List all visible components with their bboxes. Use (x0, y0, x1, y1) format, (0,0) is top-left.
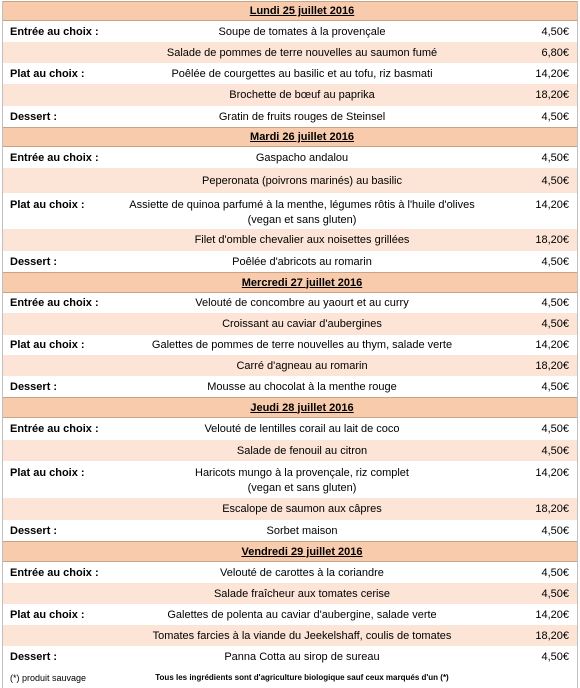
day-title-cell (104, 402, 500, 414)
day-header-row (3, 397, 577, 418)
dish-price: 18,20€ (535, 503, 569, 515)
course-label: Dessert : (10, 110, 58, 123)
dish-price: 4,50€ (541, 318, 569, 330)
menu-row (3, 42, 577, 63)
dish-cell (104, 198, 500, 228)
dish-price: 4,50€ (541, 566, 569, 579)
menu-row (3, 21, 577, 42)
dish-price: 18,20€ (535, 629, 569, 642)
menu-row (3, 418, 577, 440)
dish-name: Velouté de concombre au yaourt et au curry (195, 297, 409, 309)
day-title-cell (104, 131, 500, 143)
dish-name: Brochette de bœuf au paprika (229, 89, 375, 101)
dish-cell (104, 466, 500, 496)
dish-name: Peperonata (poivrons marinés) au basilic (202, 174, 402, 187)
dish-price: 4,50€ (541, 444, 569, 457)
dish-price: 4,50€ (541, 110, 569, 123)
dish-name: Galettes de polenta au caviar d'aubergine, salade verte (167, 608, 437, 621)
menu-row (3, 562, 577, 583)
menu-row (3, 376, 577, 397)
dish-price: 4,50€ (541, 25, 569, 38)
dish-price: 18,20€ (535, 234, 569, 246)
menu-row (3, 625, 577, 646)
menu-row (3, 147, 577, 168)
course-label: Dessert : (10, 255, 58, 268)
dish-name: Tomates farcies à la viande du Jeekelshaff, coulis de tomates (152, 629, 452, 642)
dish-price: 14,20€ (535, 339, 569, 351)
dish-name: Assiette de quinoa parfumé à la menthe, légumes rôtis à l'huile d'olives (129, 199, 475, 211)
organic-statement: Tous les ingrédients sont d'agriculture biologique sauf ceux marqués d'un (*) (155, 673, 449, 682)
dish-price: 18,20€ (535, 89, 569, 101)
day-title-cell (104, 546, 500, 558)
dish-name: Poêlée d'abricots au romarin (232, 255, 372, 268)
dish-price: 4,50€ (541, 297, 569, 309)
day-title-cell (104, 277, 500, 289)
menu-row (3, 251, 577, 272)
course-label: Plat au choix : (10, 67, 85, 80)
dish-name: Gaspacho andalou (255, 151, 349, 164)
menu-row (3, 229, 577, 251)
wild-product-note: (*) produit sauvage (10, 672, 87, 683)
dish-name: Poêlée de courgettes au basilic et au tofu, riz basmati (171, 67, 433, 80)
footer-row (3, 667, 577, 688)
dish-name: Haricots mungo à la provençale, riz complet (195, 467, 409, 479)
day-title: Lundi 25 juillet 2016 (249, 5, 355, 17)
dish-price: 4,50€ (541, 524, 569, 537)
day-title: Jeudi 28 juillet 2016 (250, 401, 354, 414)
day-title-cell (104, 5, 500, 17)
dish-note: (vegan et sans gluten) (247, 482, 357, 494)
dish-name: Mousse au chocolat à la menthe rouge (207, 380, 397, 393)
dish-price: 4,50€ (541, 151, 569, 164)
course-label: Dessert : (10, 650, 58, 663)
day-title: Mardi 26 juillet 2016 (250, 131, 354, 143)
dish-name: Velouté de carottes à la coriandre (220, 566, 384, 579)
dish-price: 6,80€ (541, 46, 569, 59)
menu-row (3, 84, 577, 106)
dish-name: Salade de fenouil au citron (236, 444, 368, 457)
dish-price: 4,50€ (541, 587, 569, 600)
dish-price: 14,20€ (535, 467, 569, 479)
dish-price: 4,50€ (541, 174, 569, 187)
menu-row (3, 355, 577, 376)
dish-name: Filet d'omble chevalier aux noisettes grillées (194, 234, 410, 246)
dish-price: 4,50€ (541, 380, 569, 393)
course-label: Entrée au choix : (10, 25, 99, 38)
dish-name: Velouté de lentilles corail au lait de coco (204, 423, 400, 435)
day-header-row (3, 127, 577, 147)
course-label: Plat au choix : (10, 339, 85, 351)
course-label: Plat au choix : (10, 467, 85, 479)
dish-price: 4,50€ (541, 423, 569, 435)
dish-price: 14,20€ (535, 608, 569, 621)
dish-name: Panna Cotta au sirop de sureau (224, 650, 380, 663)
menu-row (3, 63, 577, 84)
dish-name: Gratin de fruits rouges de Steinsel (218, 110, 386, 123)
dish-name: Galettes de pommes de terre nouvelles au thym, salade verte (151, 339, 453, 351)
course-label: Entrée au choix : (10, 151, 99, 164)
course-label: Plat au choix : (10, 199, 85, 211)
menu-row (3, 168, 577, 193)
day-title: Mercredi 27 juillet 2016 (241, 276, 363, 289)
menu-row (3, 335, 577, 355)
dish-name: Salade fraîcheur aux tomates cerise (213, 587, 391, 600)
menu-row (3, 604, 577, 625)
dish-name: Carré d'agneau au romarin (236, 359, 368, 372)
menu-row (3, 583, 577, 604)
dish-name: Salade de pommes de terre nouvelles au saumon fumé (166, 46, 438, 59)
day-header-row (3, 541, 577, 562)
menu-table (2, 1, 578, 688)
course-label: Dessert : (10, 524, 58, 537)
menu-row (3, 646, 577, 667)
day-header-row (3, 272, 577, 293)
menu-row (3, 461, 577, 498)
day-title: Vendredi 29 juillet 2016 (241, 545, 363, 558)
menu-row (3, 106, 577, 127)
course-label: Entrée au choix : (10, 297, 99, 309)
menu-row (3, 193, 577, 229)
course-label: Plat au choix : (10, 608, 85, 621)
menu-row (3, 313, 577, 335)
menu-row (3, 440, 577, 461)
day-header-row (3, 1, 577, 21)
dish-name: Soupe de tomates à la provençale (218, 25, 386, 38)
dish-price: 14,20€ (535, 67, 569, 80)
dish-name: Escalope de saumon aux câpres (222, 503, 382, 515)
menu-row (3, 293, 577, 313)
dish-price: 18,20€ (535, 359, 569, 372)
dish-price: 4,50€ (541, 650, 569, 663)
dish-name: Sorbet maison (266, 524, 338, 537)
menu-row (3, 498, 577, 520)
course-label: Entrée au choix : (10, 423, 99, 435)
menu-row (3, 520, 577, 541)
dish-name: Croissant au caviar d'aubergines (222, 318, 382, 330)
course-label: Dessert : (10, 380, 58, 393)
dish-price: 14,20€ (535, 199, 569, 211)
dish-note: (vegan et sans gluten) (247, 214, 357, 226)
dish-price: 4,50€ (541, 255, 569, 268)
course-label: Entrée au choix : (10, 566, 99, 579)
